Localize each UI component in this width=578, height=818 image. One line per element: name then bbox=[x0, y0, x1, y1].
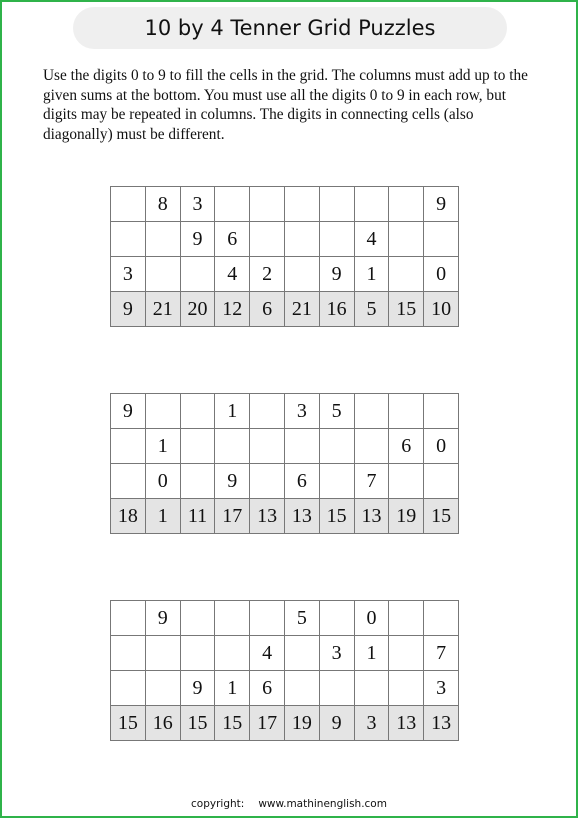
sum-cell: 12 bbox=[215, 292, 250, 327]
grid-cell[interactable] bbox=[180, 394, 215, 429]
sum-cell: 19 bbox=[389, 499, 424, 534]
sum-cell: 9 bbox=[319, 706, 354, 741]
sum-row bbox=[111, 706, 459, 741]
grid-cell[interactable] bbox=[111, 222, 146, 257]
grid-row bbox=[111, 429, 459, 464]
grid-cell[interactable]: 9 bbox=[215, 464, 250, 499]
sum-cell: 3 bbox=[354, 706, 389, 741]
grid-cell[interactable]: 7 bbox=[424, 636, 459, 671]
sum-cell: 1 bbox=[145, 499, 180, 534]
sum-cell: 17 bbox=[250, 706, 285, 741]
sum-cell: 16 bbox=[319, 292, 354, 327]
puzzle-grid-1 bbox=[110, 186, 459, 327]
grid-cell[interactable] bbox=[389, 601, 424, 636]
grid-cell[interactable] bbox=[424, 222, 459, 257]
grid-cell[interactable]: 9 bbox=[111, 394, 146, 429]
sum-cell: 9 bbox=[111, 292, 146, 327]
grid-cell[interactable] bbox=[111, 671, 146, 706]
grid-cell[interactable]: 5 bbox=[319, 394, 354, 429]
grid-cell[interactable]: 8 bbox=[145, 187, 180, 222]
grid-cell[interactable]: 9 bbox=[424, 187, 459, 222]
grid-cell[interactable]: 1 bbox=[145, 429, 180, 464]
sum-row bbox=[111, 499, 459, 534]
grid-cell[interactable] bbox=[111, 187, 146, 222]
grid-cell[interactable] bbox=[389, 671, 424, 706]
copyright-label: copyright: bbox=[191, 798, 245, 810]
grid-cell[interactable] bbox=[250, 187, 285, 222]
sum-cell: 15 bbox=[180, 706, 215, 741]
grid-cell[interactable] bbox=[145, 257, 180, 292]
grid-cell[interactable]: 6 bbox=[250, 671, 285, 706]
grid-cell[interactable] bbox=[284, 671, 319, 706]
grid-cell[interactable] bbox=[250, 464, 285, 499]
grid-cell[interactable]: 4 bbox=[250, 636, 285, 671]
sum-cell: 6 bbox=[250, 292, 285, 327]
grid-cell[interactable] bbox=[354, 187, 389, 222]
sum-cell: 21 bbox=[284, 292, 319, 327]
grid-cell[interactable] bbox=[389, 636, 424, 671]
grid-cell[interactable] bbox=[389, 257, 424, 292]
grid-cell[interactable] bbox=[111, 601, 146, 636]
grid-cell[interactable]: 9 bbox=[319, 257, 354, 292]
grid-row bbox=[111, 601, 459, 636]
grid-cell[interactable] bbox=[389, 464, 424, 499]
grid-cell[interactable] bbox=[145, 671, 180, 706]
grid-cell[interactable] bbox=[250, 222, 285, 257]
grid-cell[interactable]: 9 bbox=[180, 222, 215, 257]
grid-cell[interactable] bbox=[319, 222, 354, 257]
grid-cell[interactable] bbox=[354, 394, 389, 429]
sum-cell: 11 bbox=[180, 499, 215, 534]
grid-cell[interactable] bbox=[284, 187, 319, 222]
grid-cell[interactable]: 3 bbox=[180, 187, 215, 222]
grid-row bbox=[111, 671, 459, 706]
grid-cell[interactable] bbox=[145, 222, 180, 257]
grid-cell[interactable] bbox=[389, 394, 424, 429]
puzzle-grid-3 bbox=[110, 600, 459, 741]
grid-row bbox=[111, 222, 459, 257]
grid-cell[interactable] bbox=[250, 429, 285, 464]
grid-cell[interactable] bbox=[215, 429, 250, 464]
grid-cell[interactable] bbox=[250, 601, 285, 636]
sum-cell: 15 bbox=[389, 292, 424, 327]
sum-cell: 19 bbox=[284, 706, 319, 741]
grid-cell[interactable]: 1 bbox=[215, 394, 250, 429]
sum-cell: 15 bbox=[111, 706, 146, 741]
grid-cell[interactable] bbox=[111, 636, 146, 671]
grid-cell[interactable] bbox=[389, 222, 424, 257]
grid-cell[interactable] bbox=[319, 601, 354, 636]
grid-cell[interactable] bbox=[284, 636, 319, 671]
grid-cell[interactable] bbox=[180, 429, 215, 464]
grid-row bbox=[111, 187, 459, 222]
grid-row bbox=[111, 257, 459, 292]
puzzle-grid-2 bbox=[110, 393, 459, 534]
grid-cell[interactable]: 0 bbox=[354, 601, 389, 636]
grid-cell[interactable]: 1 bbox=[354, 636, 389, 671]
grid-cell[interactable] bbox=[424, 601, 459, 636]
grid-cell[interactable]: 7 bbox=[354, 464, 389, 499]
copyright-footer bbox=[2, 798, 576, 810]
grid-cell[interactable]: 1 bbox=[354, 257, 389, 292]
grid-cell[interactable] bbox=[215, 636, 250, 671]
grid-cell[interactable] bbox=[284, 257, 319, 292]
sum-cell: 16 bbox=[145, 706, 180, 741]
grid-cell[interactable] bbox=[319, 464, 354, 499]
sum-cell: 17 bbox=[215, 499, 250, 534]
sum-cell: 13 bbox=[389, 706, 424, 741]
grid-cell[interactable] bbox=[284, 429, 319, 464]
grid-cell[interactable] bbox=[215, 601, 250, 636]
page-title: 10 by 4 Tenner Grid Puzzles bbox=[73, 7, 507, 49]
sum-cell: 20 bbox=[180, 292, 215, 327]
grid-cell[interactable] bbox=[215, 187, 250, 222]
sum-cell: 15 bbox=[215, 706, 250, 741]
grid-cell[interactable]: 2 bbox=[250, 257, 285, 292]
grid-cell[interactable]: 3 bbox=[111, 257, 146, 292]
grid-cell[interactable] bbox=[180, 257, 215, 292]
grid-cell[interactable]: 0 bbox=[424, 257, 459, 292]
grid-row bbox=[111, 394, 459, 429]
grid-cell[interactable]: 4 bbox=[215, 257, 250, 292]
grid-cell[interactable] bbox=[319, 429, 354, 464]
instructions-text: Use the digits 0 to 9 to fill the cells in the grid. The columns must add up to the given sums at the bottom. You must use all the digits 0 to 9 in each row, but digits may be repeated in columns. The digits in connecting cells (also diagonally) must be different. bbox=[43, 67, 528, 143]
grid-cell[interactable]: 3 bbox=[319, 636, 354, 671]
sum-cell: 5 bbox=[354, 292, 389, 327]
grid-cell[interactable]: 3 bbox=[284, 394, 319, 429]
grid-cell[interactable] bbox=[389, 187, 424, 222]
grid-cell[interactable] bbox=[284, 222, 319, 257]
grid-cell[interactable] bbox=[354, 429, 389, 464]
grid-cell[interactable] bbox=[319, 671, 354, 706]
grid-cell[interactable] bbox=[180, 464, 215, 499]
copyright-site: www.mathinenglish.com bbox=[258, 798, 387, 810]
grid-cell[interactable]: 3 bbox=[424, 671, 459, 706]
grid-cell[interactable]: 6 bbox=[215, 222, 250, 257]
sum-cell: 13 bbox=[284, 499, 319, 534]
sum-cell: 13 bbox=[424, 706, 459, 741]
sum-cell: 13 bbox=[250, 499, 285, 534]
grid-cell[interactable]: 0 bbox=[424, 429, 459, 464]
sum-cell: 18 bbox=[111, 499, 146, 534]
sum-cell: 15 bbox=[319, 499, 354, 534]
grid-cell[interactable]: 4 bbox=[354, 222, 389, 257]
grid-cell[interactable] bbox=[424, 394, 459, 429]
grid-cell[interactable] bbox=[180, 636, 215, 671]
grid-row bbox=[111, 636, 459, 671]
grid-cell[interactable]: 0 bbox=[145, 464, 180, 499]
sum-cell: 13 bbox=[354, 499, 389, 534]
grid-cell[interactable] bbox=[111, 464, 146, 499]
grid-cell[interactable] bbox=[424, 464, 459, 499]
grid-row bbox=[111, 464, 459, 499]
grid-cell[interactable] bbox=[180, 601, 215, 636]
grid-cell[interactable]: 1 bbox=[215, 671, 250, 706]
grid-cell[interactable]: 9 bbox=[145, 601, 180, 636]
grid-cell[interactable] bbox=[111, 429, 146, 464]
sum-cell: 15 bbox=[424, 499, 459, 534]
grid-cell[interactable]: 6 bbox=[389, 429, 424, 464]
grid-cell[interactable] bbox=[319, 187, 354, 222]
grid-cell[interactable] bbox=[145, 636, 180, 671]
grid-cell[interactable] bbox=[250, 394, 285, 429]
grid-cell[interactable] bbox=[354, 671, 389, 706]
grid-cell[interactable]: 5 bbox=[284, 601, 319, 636]
sum-cell: 21 bbox=[145, 292, 180, 327]
grid-cell[interactable]: 6 bbox=[284, 464, 319, 499]
sum-cell: 10 bbox=[424, 292, 459, 327]
grid-cell[interactable] bbox=[145, 394, 180, 429]
sum-row bbox=[111, 292, 459, 327]
grid-cell[interactable]: 9 bbox=[180, 671, 215, 706]
